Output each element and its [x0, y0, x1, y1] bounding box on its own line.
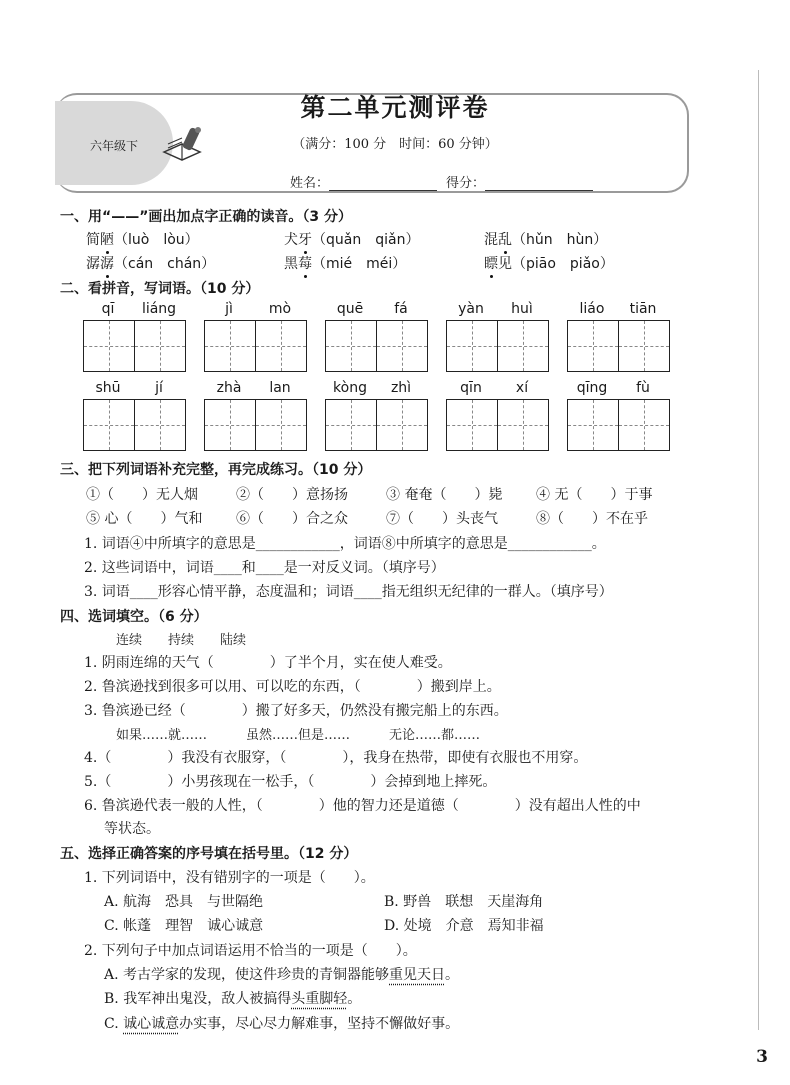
- section-4-heading: 四、选词填空。（6 分）: [60, 609, 208, 625]
- section-2-heading: 二、看拼音，写词语。（10 分）: [60, 281, 260, 297]
- word-bank-1: 连续 持续 陆续: [116, 633, 247, 648]
- writing-grid[interactable]: [567, 320, 670, 372]
- idiom-8: ⑧（ ）不在乎: [536, 511, 648, 527]
- s4-question-2: 2. 鲁滨逊找到很多可以用、可以吃的东西，（ ）搬到岸上。: [84, 679, 501, 695]
- grade-label: 六年级下: [90, 139, 139, 153]
- idiom-6: ⑥（ ）合之众: [236, 511, 348, 527]
- pinyin: mò: [268, 301, 292, 317]
- s1-item-4: 潺潺（cán chán）: [86, 256, 216, 272]
- pinyin: qīn: [460, 380, 482, 396]
- option-b: B. 我军神出鬼没，敌人被搞得头重脚轻。: [104, 991, 362, 1007]
- pinyin: fù: [636, 380, 650, 396]
- idiom-1: ①（ ）无人烟: [86, 487, 198, 503]
- s4-question-1: 1. 阴雨连绵的天气（ ）了半个月，实在使人难受。: [84, 655, 452, 671]
- writing-grid[interactable]: [83, 399, 186, 451]
- score-label: 得分：: [446, 176, 486, 191]
- s3-question-1: 1. 词语④中所填字的意思是____________，词语⑧中所填字的意思是____________。: [84, 536, 606, 552]
- s3-question-2: 2. 这些词语中，词语____和____是一对反义词。（填序号）: [84, 560, 445, 576]
- s5-question-1: 1. 下列词语中，没有错别字的一项是（ ）。: [84, 870, 375, 886]
- pinyin: liáng: [141, 301, 177, 317]
- pinyin: yàn: [458, 301, 484, 317]
- word-bank-2: 如果……就…… 虽然……但是…… 无论……都……: [116, 728, 481, 743]
- s5-question-2: 2. 下列句子中加点词语运用不恰当的一项是（ ）。: [84, 943, 417, 959]
- s1-item-1: 简陋（luò lòu）: [86, 232, 199, 248]
- option-b: B. 野兽 联想 天崖海角: [384, 894, 544, 910]
- idiom-7: ⑦（ ）头丧气: [386, 511, 498, 527]
- name-field[interactable]: [290, 172, 437, 191]
- idiom-4: ④ 无（ ）于事: [536, 487, 653, 503]
- writing-grid[interactable]: [325, 320, 428, 372]
- pinyin: qīng: [576, 380, 608, 396]
- s4-question-5: 5.（ ）小男孩现在一松手，（ ）会掉到地上摔死。: [84, 774, 497, 790]
- writing-grid[interactable]: [83, 320, 186, 372]
- writing-grid[interactable]: [567, 399, 670, 451]
- s4-question-6-cont: 等状态。: [104, 821, 160, 837]
- option-a: A. 航海 恐具 与世隔绝: [104, 894, 264, 910]
- option-d: D. 处境 介意 焉知非福: [384, 918, 544, 934]
- pinyin: fá: [394, 301, 408, 317]
- idiom-3: ③ 奄奄（ ）毙: [386, 487, 503, 503]
- pinyin: quē: [336, 301, 364, 317]
- writing-grid[interactable]: [204, 399, 307, 451]
- option-c: C. 诚心诚意办实事，尽心尽力解难事，坚持不懈做好事。: [104, 1016, 460, 1032]
- margin-line: [758, 70, 759, 1030]
- writing-grid[interactable]: [446, 320, 549, 372]
- name-label: 姓名：: [290, 176, 330, 191]
- pinyin: qī: [101, 301, 115, 317]
- pinyin: huì: [511, 301, 533, 317]
- pinyin: liáo: [579, 301, 605, 317]
- s3-question-3: 3. 词语____形容心情平静，态度温和；词语____指无组织无纪律的一群人。（填序号）: [84, 584, 613, 600]
- pinyin: kòng: [333, 380, 367, 396]
- writing-grid[interactable]: [204, 320, 307, 372]
- pinyin: jì: [225, 301, 233, 317]
- s1-item-5: 黑莓（mié méi）: [284, 256, 407, 272]
- pinyin: shū: [95, 380, 121, 396]
- page-title: 第二单元测评卷: [300, 93, 490, 122]
- pinyin: jí: [155, 380, 163, 396]
- idiom-5: ⑤ 心（ ）气和: [86, 511, 203, 527]
- s1-item-6: 瞟见（piāo piǎo）: [484, 256, 614, 272]
- section-3-heading: 三、把下列词语补充完整，再完成练习。（10 分）: [60, 462, 372, 478]
- pinyin: lan: [269, 380, 291, 396]
- s4-question-6: 6. 鲁滨逊代表一般的人性，（ ）他的智力还是道德（ ）没有超出人性的中: [84, 798, 641, 814]
- pinyin: zhì: [390, 380, 412, 396]
- pinyin: xí: [515, 380, 529, 396]
- idiom-2: ②（ ）意扬扬: [236, 487, 348, 503]
- page-subtitle: （满分：100 分 时间：60 分钟）: [292, 137, 498, 152]
- s1-item-3: 混乱（hǔn hùn）: [484, 232, 608, 248]
- score-field[interactable]: [446, 172, 593, 191]
- section-1-heading: 一、用“——”画出加点字正确的读音。（3 分）: [60, 209, 353, 225]
- pinyin: zhà: [216, 380, 242, 396]
- pinyin: tiān: [629, 301, 657, 317]
- option-c: C. 帐蓬 理智 诚心诚意: [104, 918, 264, 934]
- page-number: 3: [756, 1047, 768, 1067]
- section-5-heading: 五、选择正确答案的序号填在括号里。（12 分）: [60, 846, 358, 862]
- writing-grid[interactable]: [446, 399, 549, 451]
- s1-item-2: 犬牙（quǎn qiǎn）: [284, 232, 420, 248]
- s4-question-3: 3. 鲁滨逊已经（ ）搬了好多天，仍然没有搬完船上的东西。: [84, 703, 508, 719]
- writing-grid[interactable]: [325, 399, 428, 451]
- s4-question-4: 4.（ ）我没有衣服穿，（ ），我身在热带，即使有衣服也不用穿。: [84, 750, 588, 766]
- option-a: A. 考古学家的发现，使这件珍贵的青铜器能够重见天日。: [104, 967, 460, 983]
